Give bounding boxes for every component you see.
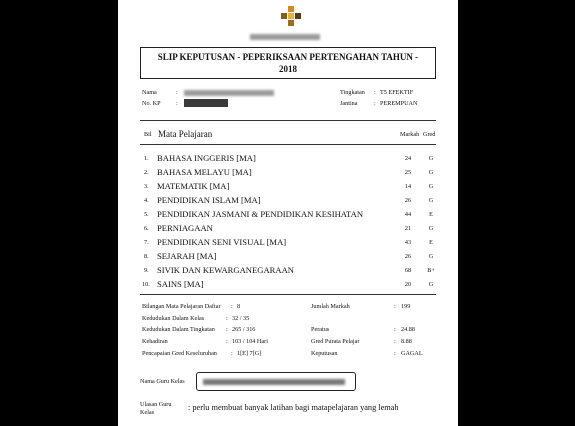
keputusan-label: Keputusan [311, 350, 338, 357]
row-no: 5. [144, 211, 149, 218]
row-markah: 26 [404, 253, 412, 260]
peratus-colon: : [394, 326, 396, 333]
gred-purata-colon: : [394, 338, 396, 345]
kelas-label: Kedudukan Dalam Kelas [142, 315, 205, 322]
row-gred: E [429, 211, 433, 218]
row-subject: PENDIDIKAN ISLAM [MA] [157, 195, 261, 205]
kehadiran-label: Kehadiran [142, 338, 168, 345]
result-slip-page [118, 0, 458, 426]
bilangan-colon: : [231, 303, 233, 310]
row-subject: SIVIK DAN KEWARGANEGARAAN [157, 265, 295, 275]
keputusan-colon: : [394, 350, 396, 357]
pencapaian-label: Pencapaian Gred Keseluruhan [142, 350, 217, 357]
keputusan-value: GAGAL [401, 350, 423, 357]
row-markah: 21 [404, 225, 412, 232]
row-gred: G [428, 197, 434, 204]
col-header-bil: Bil [144, 131, 152, 138]
row-subject: SAINS [MA] [157, 279, 204, 289]
jumlah-colon: : [394, 303, 396, 310]
slip-title: SLIP KEPUTUSAN - PEPERIKSAAN PERTENGAHAN TAHUN - [157, 52, 419, 62]
tingkatan-colon: : [374, 89, 376, 96]
bilangan-label: Bilangan Mata Pelajaran Daftar [142, 303, 221, 310]
row-no: 8. [144, 253, 149, 260]
row-gred: B+ [427, 267, 435, 274]
kp-label: No. KP [142, 100, 161, 107]
peratus-label: Peratus [311, 326, 330, 333]
col-header-markah: Markah [400, 131, 420, 138]
jumlah-value: 199 [401, 303, 411, 310]
row-no: 1. [144, 155, 149, 162]
row-gred: G [428, 169, 434, 176]
tingkatan-label: Tingkatan [340, 89, 365, 96]
tingkatan-value: T5 EFEKTIF [380, 89, 414, 96]
name-colon: : [176, 89, 178, 96]
pencapaian-colon: : [231, 350, 233, 357]
row-markah: 26 [404, 197, 412, 204]
slip-year: 2018 [279, 64, 297, 74]
jumlah-label: Jumlah Markah [311, 303, 350, 310]
tingkatan-pos-value: 265 / 316 [232, 326, 256, 333]
teacher-name-redacted [203, 379, 345, 385]
row-gred: G [428, 253, 434, 260]
kehadiran-value: 103 / 104 Hari [232, 338, 268, 345]
row-no: 4. [144, 197, 149, 204]
jantina-label: Jantina [340, 100, 358, 107]
school-name-redacted [250, 34, 320, 40]
slip-title-box [140, 47, 436, 79]
row-no: 6. [144, 225, 149, 232]
kp-number-redacted [184, 99, 228, 107]
ulasan-label-line1: Ulasan Guru [140, 401, 172, 408]
col-header-gred: Gred [423, 131, 436, 138]
row-no: 9. [144, 267, 149, 274]
ulasan-label-line2: Kelas [140, 409, 155, 416]
row-gred: E [429, 239, 433, 246]
kelas-value: 32 / 35 [232, 315, 250, 322]
row-markah: 68 [404, 267, 412, 274]
jantina-colon: : [374, 100, 376, 107]
ulasan-comment: : perlu membuat banyak latihan bagi matapelajaran yang lemah [188, 403, 399, 412]
kehadiran-colon: : [226, 338, 228, 345]
row-gred: G [428, 155, 434, 162]
row-no: 2. [144, 169, 149, 176]
tingkatan-pos-colon: : [226, 326, 228, 333]
teacher-name-box [196, 372, 356, 391]
row-markah: 25 [404, 169, 412, 176]
row-markah: 20 [404, 281, 412, 288]
row-gred: G [428, 225, 434, 232]
jantina-value: PEREMPUAN [380, 100, 418, 107]
row-no: 10. [142, 281, 150, 288]
row-subject: SEJARAH [MA] [157, 251, 217, 261]
row-subject: BAHASA MELAYU [MA] [157, 167, 252, 177]
student-name-redacted [184, 90, 274, 96]
table-header-rule [140, 144, 436, 145]
tingkatan-pos-label: Kedudukan Dalam Tingkatan [142, 326, 215, 333]
bilangan-value: 8 [237, 303, 241, 310]
row-gred: G [428, 183, 434, 190]
row-no: 3. [144, 183, 149, 190]
table-bottom-rule [140, 294, 436, 295]
row-subject: PENDIDIKAN SENI VISUAL [MA] [157, 237, 287, 247]
row-subject: MATEMATIK [MA] [157, 181, 230, 191]
row-no: 7. [144, 239, 149, 246]
pencapaian-value: 1[E] 7[G] [237, 350, 262, 357]
row-gred: G [428, 281, 434, 288]
kp-colon: : [176, 100, 178, 107]
col-header-subject: Mata Pelajaran [158, 129, 213, 139]
row-markah: 44 [404, 211, 412, 218]
kelas-colon: : [226, 315, 228, 322]
row-markah: 24 [404, 155, 412, 162]
table-top-rule [140, 120, 436, 121]
row-subject: BAHASA INGGERIS [MA] [157, 153, 256, 163]
gred-purata-value: 8.88 [401, 338, 412, 345]
school-logo-icon [281, 6, 301, 26]
row-markah: 43 [404, 239, 412, 246]
name-label: Nama [142, 89, 157, 96]
row-subject: PENDIDIKAN JASMANI & PENDIDIKAN KESIHATAN [157, 209, 364, 219]
gred-purata-label: Gred Purata Pelajar [311, 338, 360, 345]
row-markah: 14 [404, 183, 412, 190]
peratus-value: 24.88 [401, 326, 415, 333]
row-subject: PERNIAGAAN [157, 223, 213, 233]
guru-kelas-label: Nama Guru Kelas [140, 378, 185, 385]
